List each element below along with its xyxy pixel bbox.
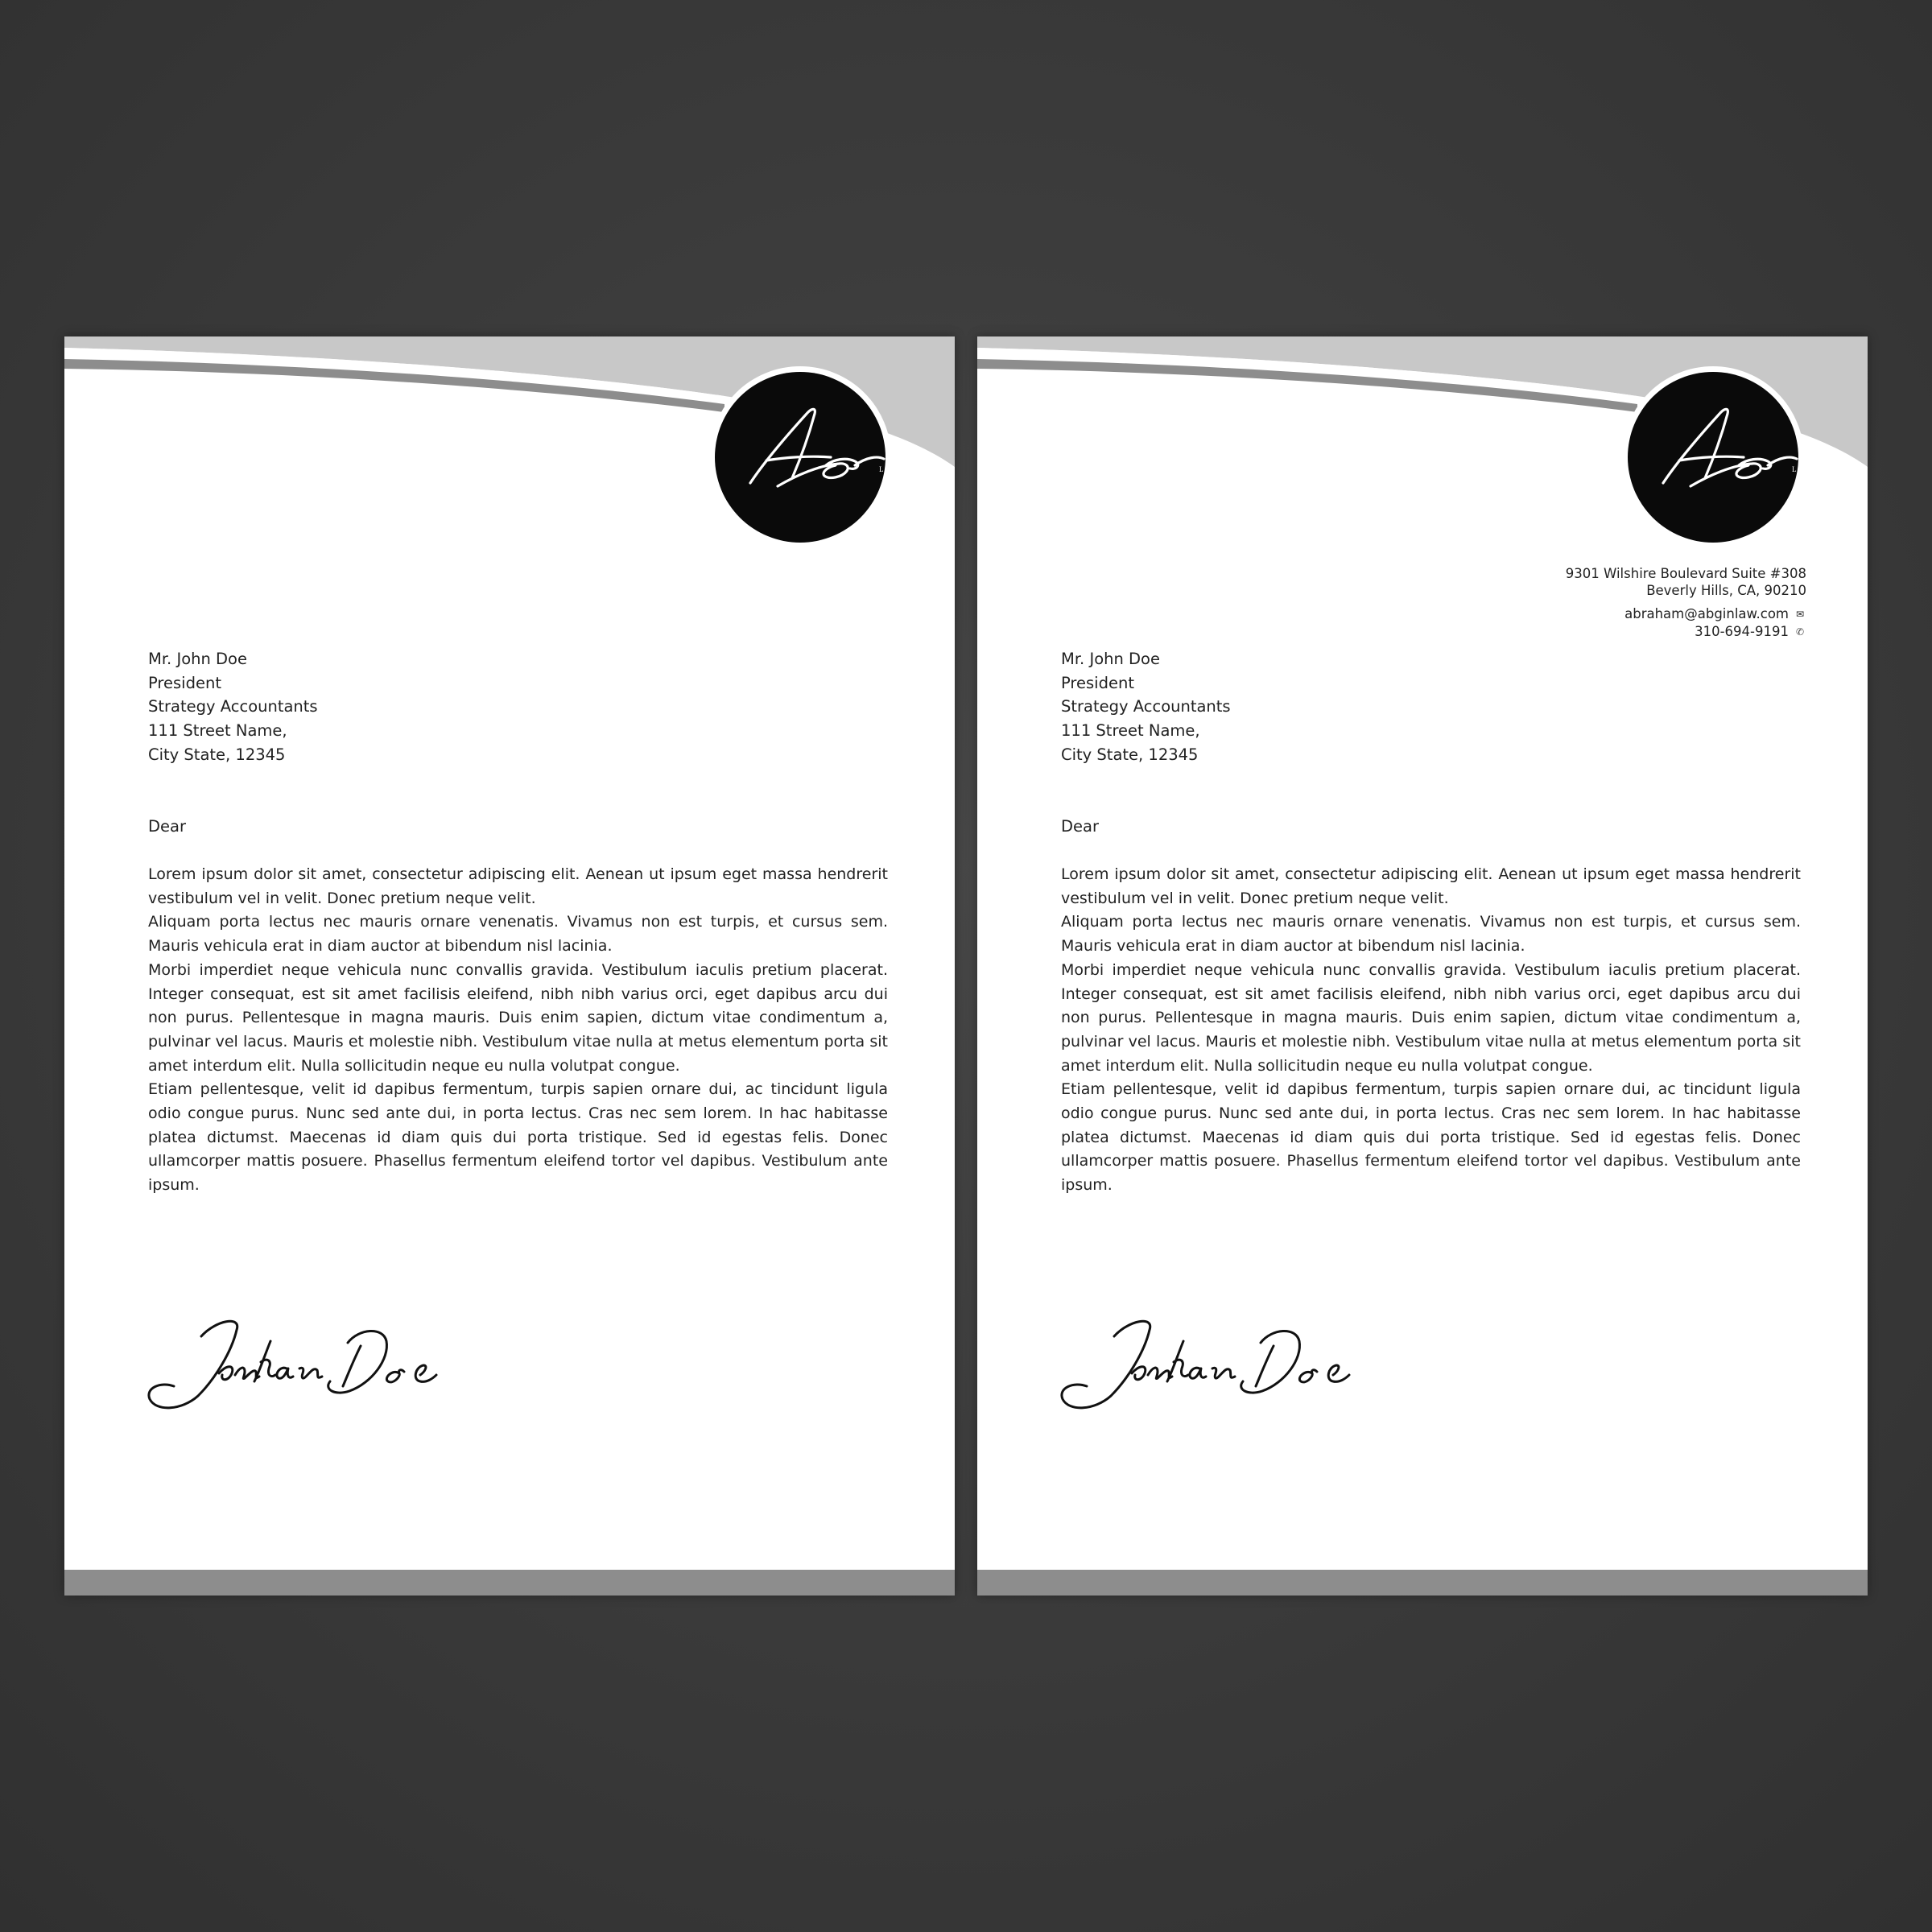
- salutation: Dear: [148, 817, 186, 836]
- recipient-city: City State, 12345: [1061, 745, 1199, 764]
- email-icon: ✉: [1795, 609, 1805, 620]
- contact-block: [1566, 565, 1806, 641]
- phone-line: [1566, 623, 1806, 641]
- recipient-street: 111 Street Name,: [148, 721, 287, 741]
- firm-logo: [688, 336, 955, 578]
- letterhead-sheet-without-contact: [64, 336, 955, 1596]
- handwritten-signature: [1055, 1309, 1409, 1414]
- address-line-1: 9301 Wilshire Boulevard Suite #308: [1565, 566, 1806, 581]
- letter-body: [148, 863, 888, 1198]
- body-paragraph: Etiam pellentesque, velit id dapibus fermentum, turpis sapien ornare dui, ac tincidunt ligula odio congue purus. Nunc sed ante dui, in porta lectus. Cras nec sem lorem. In hac habitasse platea dictumst. Maecenas id diam quis dui porta tristique. Sed id egestas felis. Donec ullamcorper mattis posuere. Phasellus fermentum eleifend tortor vel dapibus. Vestibulum ante ipsum.: [1061, 1080, 1801, 1195]
- footer-band: [977, 1570, 1868, 1596]
- recipient-city: City State, 12345: [148, 745, 286, 764]
- recipient-name: Mr. John Doe: [1061, 650, 1160, 668]
- firm-logo: [1601, 336, 1868, 578]
- recipient-company: Strategy Accountants: [1061, 697, 1231, 716]
- phone-number: 310-694-9191: [1695, 624, 1789, 639]
- salutation: Dear: [1061, 817, 1099, 836]
- body-paragraph: Etiam pellentesque, velit id dapibus fermentum, turpis sapien ornare dui, ac tincidunt ligula odio congue purus. Nunc sed ante dui, in porta lectus. Cras nec sem lorem. In hac habitasse platea dictumst. Maecenas id diam quis dui porta tristique. Sed id egestas felis. Donec ullamcorper mattis posuere. Phasellus fermentum eleifend tortor vel dapibus. Vestibulum ante ipsum.: [148, 1080, 888, 1195]
- recipient-name: Mr. John Doe: [148, 650, 247, 668]
- recipient-company: Strategy Accountants: [148, 697, 318, 716]
- body-paragraph: Lorem ipsum dolor sit amet, consectetur adipiscing elit. Aenean ut ipsum eget massa hendrerit vestibulum vel in velit. Donec pretium neque velit.: [1061, 865, 1801, 907]
- logo-suffix: LAW, PC: [1792, 465, 1826, 473]
- recipient-address: [148, 647, 318, 767]
- email-line: [1566, 605, 1806, 623]
- body-paragraph: Morbi imperdiet neque vehicula nunc convallis gravida. Vestibulum iaculis pretium placerat. Integer consequat, est sit amet facilisis eleifend, nibh nibh varius orci, eget dapibus arcu dui non purus. Pellentesque in magna mauris. Duis enim sapien, dictum vitae condimentum a, pulvinar vel lacus. Mauris et molestie nibh. Vestibulum vitae nulla at metus elementum porta sit amet interdum elit. Nulla sollicitudin neque eu nulla volutpat congue.: [1061, 960, 1801, 1075]
- letter-body: [1061, 863, 1801, 1198]
- body-paragraph: Aliquam porta lectus nec mauris ornare venenatis. Vivamus non est turpis, et cursus sem. Mauris vehicula erat in diam auctor at bibendum nisl lacinia.: [148, 913, 888, 956]
- body-paragraph: Aliquam porta lectus nec mauris ornare venenatis. Vivamus non est turpis, et cursus sem. Mauris vehicula erat in diam auctor at bibendum nisl lacinia.: [1061, 913, 1801, 956]
- address-line-2: Beverly Hills, CA, 90210: [1646, 583, 1806, 598]
- handwritten-signature: [142, 1309, 496, 1414]
- logo-suffix: LAW, PC: [879, 465, 913, 473]
- footer-band: [64, 1570, 955, 1596]
- body-paragraph: Morbi imperdiet neque vehicula nunc convallis gravida. Vestibulum iaculis pretium placerat. Integer consequat, est sit amet facilisis eleifend, nibh nibh varius orci, eget dapibus arcu dui non purus. Pellentesque in magna mauris. Duis enim sapien, dictum vitae condimentum a, pulvinar vel lacus. Mauris et molestie nibh. Vestibulum vitae nulla at metus elementum porta sit amet interdum elit. Nulla sollicitudin neque eu nulla volutpat congue.: [148, 960, 888, 1075]
- email-address: abraham@abginlaw.com: [1624, 606, 1789, 621]
- recipient-title: President: [1061, 673, 1134, 692]
- letterhead-sheet-with-contact: [977, 336, 1868, 1596]
- recipient-street: 111 Street Name,: [1061, 721, 1200, 741]
- phone-icon: ✆: [1795, 626, 1805, 638]
- recipient-title: President: [148, 673, 221, 692]
- recipient-address: [1061, 647, 1231, 767]
- body-paragraph: Lorem ipsum dolor sit amet, consectetur adipiscing elit. Aenean ut ipsum eget massa hendrerit vestibulum vel in velit. Donec pretium neque velit.: [148, 865, 888, 907]
